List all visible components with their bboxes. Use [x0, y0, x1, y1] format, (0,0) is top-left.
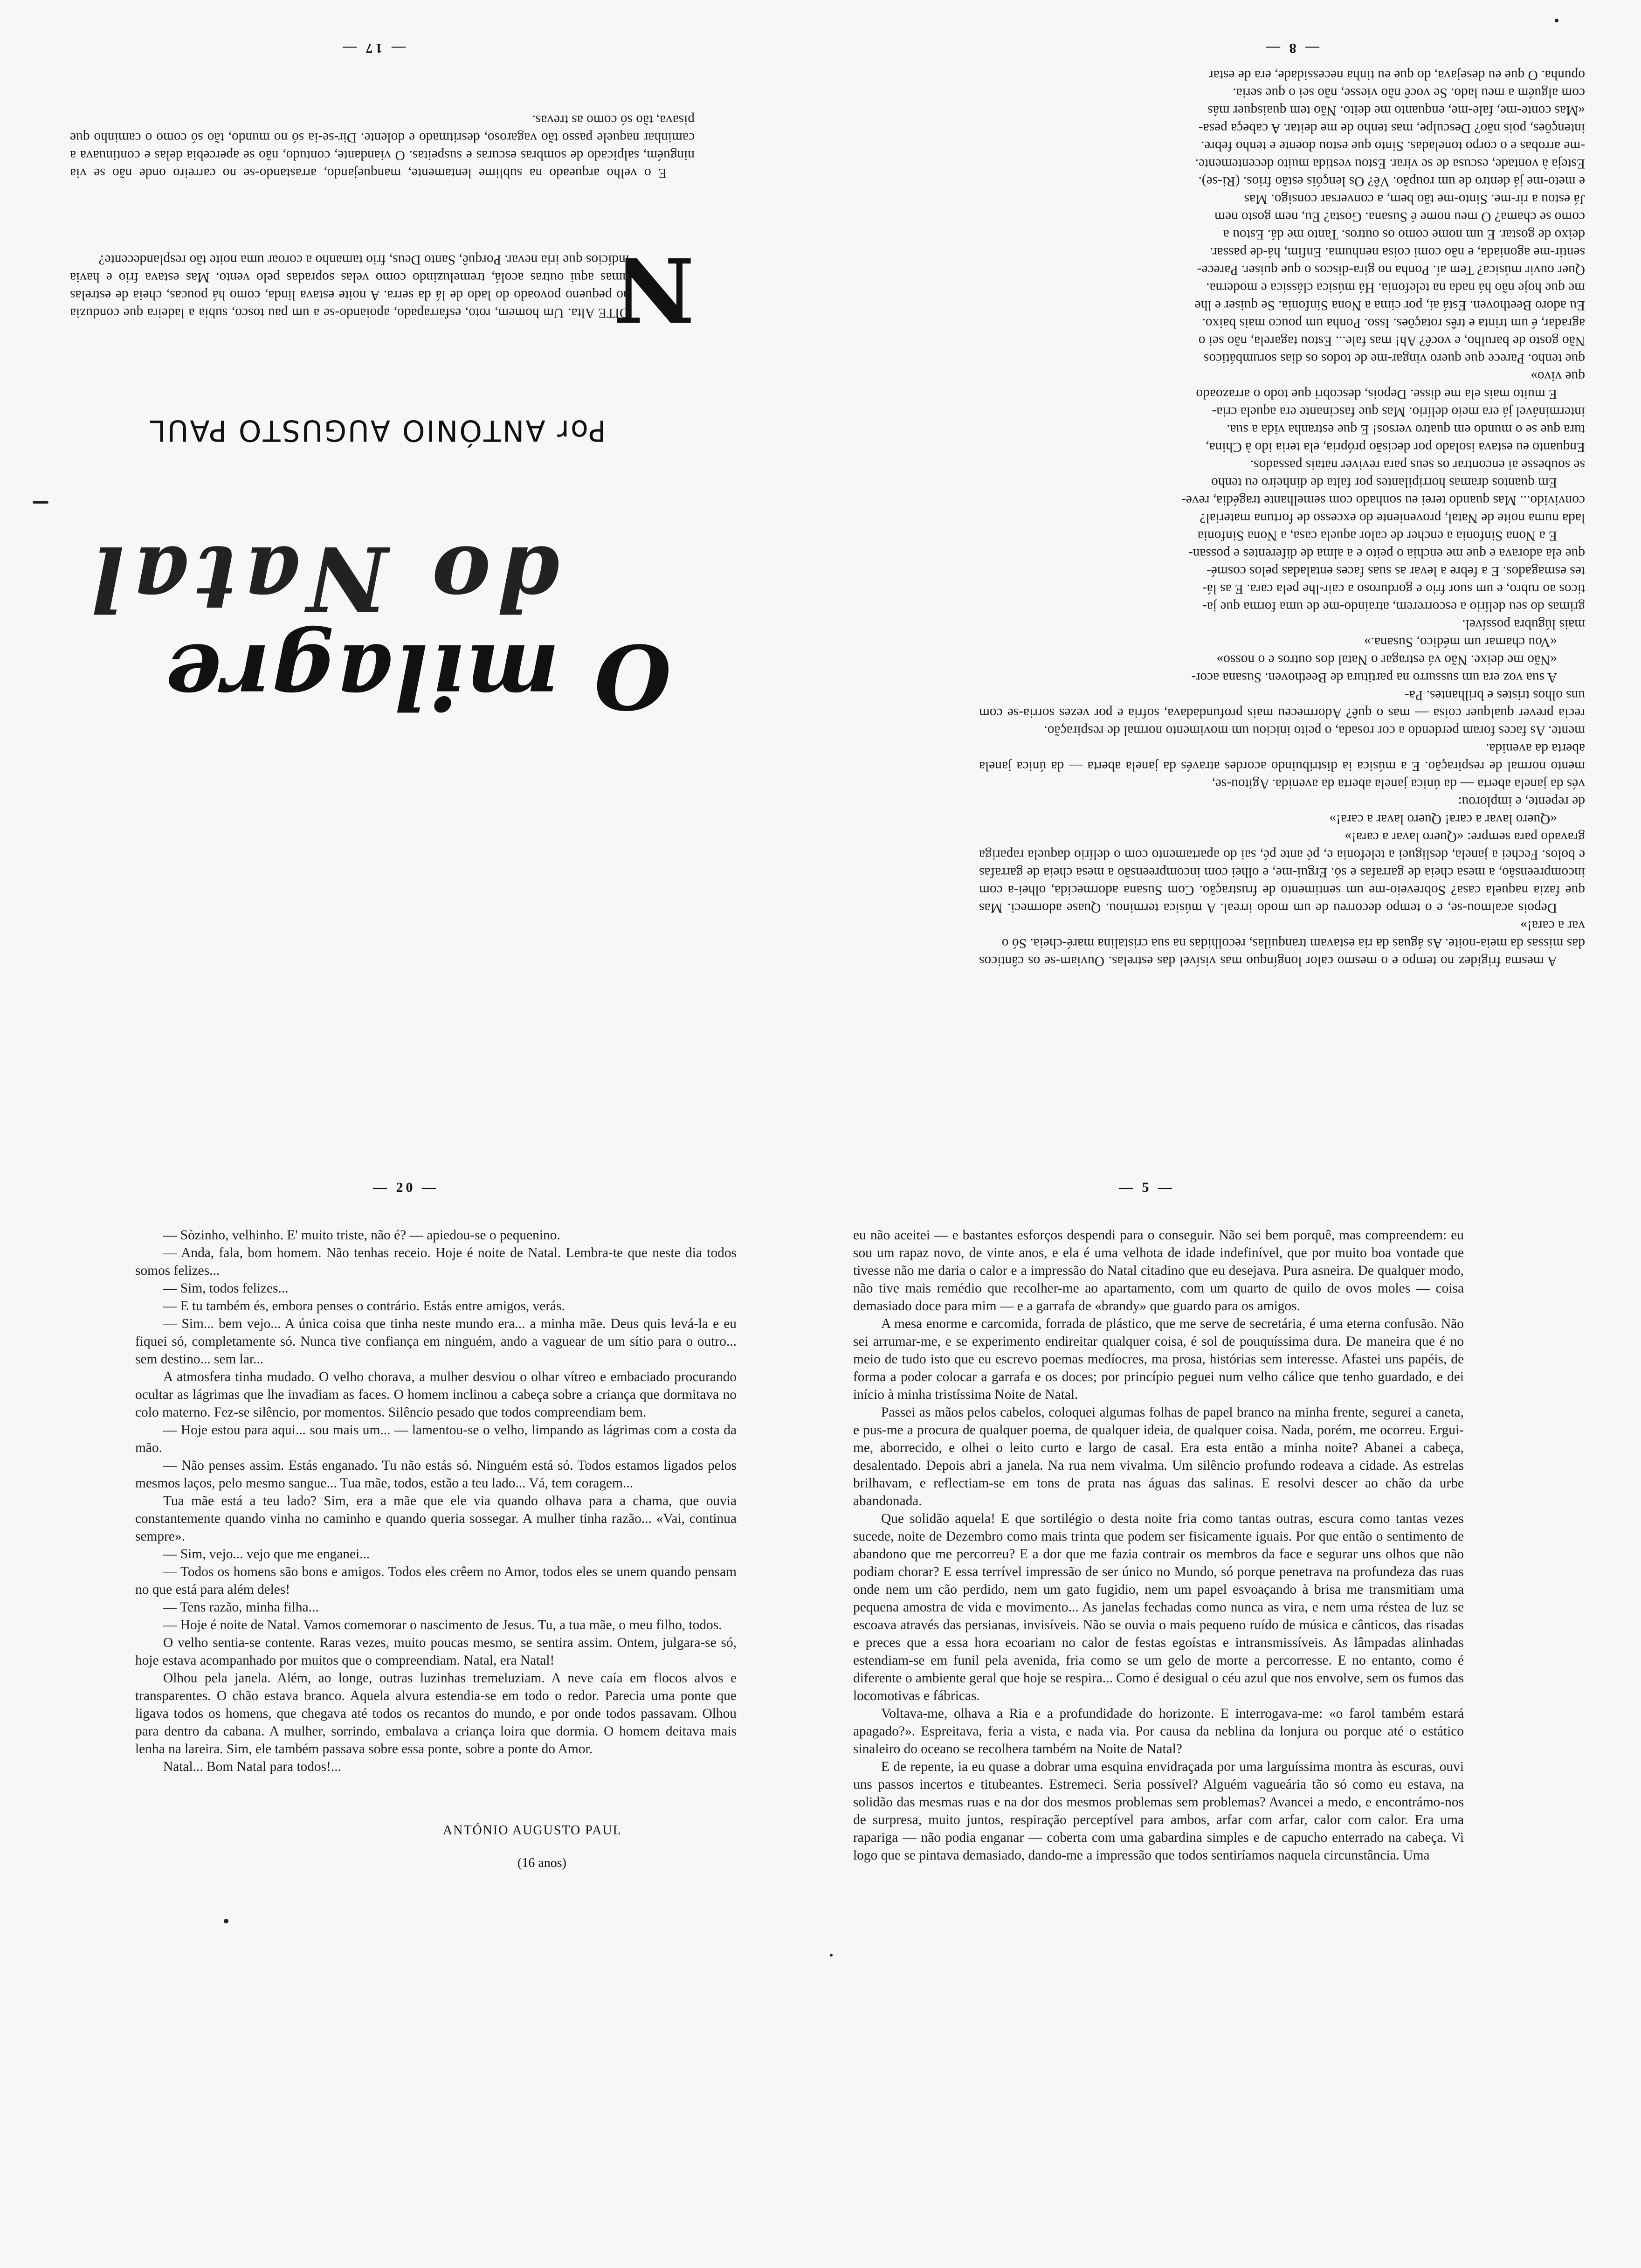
paragraph: que ela adorava e que me enchia o peito e a alma de diferentes e possan- [1188, 546, 1585, 561]
paragraph: Que solidão aquela! E que sortilégio o desta noite fria como tantas outras, escura como tantas vezes sucede, noite de Dezembro como mais trinta que podem ser fisicamente iguais. Por que então o sentimento de abandono que me percorreu? E a dor que me fazia contrair os membros da face e segurar uns olhos que não podiam chorar? E essa terrível impressão de ser único no Mundo, só porque penetrava na profundeza das ruas onde nem um cão perdido, nem um gato fugidio, nem um papel esvoaçando à brisa me transmitiam uma pequena amostra de vida e movimento... As janelas fechadas como nunca as vira, e nem uma réstea de luz se escoava através das persianas, invisíveis. Não se ouvia o mais pequeno ruído de música e cânticos, das risadas e preces que a essa hora ecoariam no calor de festas egoístas e intransmissíveis. As lâmpadas alinhadas estendiam-se em funil pela avenida, fria como se um gelo de morte a percorresse. E no entanto, como é diferente o ambiente geral que hoje se respira... Como é desigual o céu azul que nos envolve, sem os fumos das locomotivas e fábricas. [853, 1511, 1464, 1703]
paragraph: — Não penses assim. Estás enganado. Tu não estás só. Ninguém está só. Todos estamos ligados pelos mesmos laços, pelo mesmo sangue... Tua mãe, todos, estão a teu lado... Vá, tem coragem... [135, 1458, 737, 1491]
paragraph: mais lúgubra possível. [1462, 617, 1585, 632]
paragraph: — Tens razão, minha filha... [163, 1600, 319, 1615]
page-number: — 5 — [1119, 1180, 1175, 1195]
paragraph: mento normal de respiração. E a música ia distribuindo acordes através da janela aberta — da única janela aberta da avenida. [979, 741, 1585, 774]
paragraph: que tenho. Parece que quero vingar-me de todos os dias sorumbáticos [1203, 351, 1585, 366]
paragraph: intenções, pois não? Desculpe, mas tenho de me deitar. A cabeça pesa- [1198, 121, 1585, 136]
paragraph: Voltava-me, olhava a Ria e a profundidade do horizonte. E interrogava-me: «o farol também estará apagado?». Espreitava, feria a vista, e nada via. Por causa da neblina da lonjura ou porque até o estático sinaleiro do oceano se recolhera também na Noite de Natal? [853, 1706, 1464, 1756]
paragraph: A sua voz era um sussurro na partitura de Beethoven. Susana acor- [1191, 670, 1557, 685]
page-17 [0, 0, 848, 1026]
paragraph: — Sim, todos felizes... [163, 1281, 289, 1296]
paragraph: grimas do seu delírio a escorrerem, atraindo-me de uma forma que ja- [1202, 599, 1585, 614]
paragraph: OITE Alta. Um homem, roto, esfarrapado, apoiando-se a um pau tosco, subia a ladeira que conduzia ao pequeno povoado do lado de lá da serra. A noite estava linda, como há poucas, cheia de estrelas umas aqui outras acolá, tremeluzindo como velas sopradas pelo vento. Mas estava frio e havia indícios que iria nevar. Porquê, Santo Deus, frio tamanho a coroar uma noite tão resplandecente? [70, 252, 629, 320]
paragraph: «Vou chamar um médico, Susana.» [1364, 635, 1557, 650]
article-intro-continued [70, 111, 695, 182]
paragraph: ticos ao rubro, e um suor frio e gorduroso a cair-lhe pela cara. E as lá- [1202, 581, 1585, 596]
paragraph: Olhou pela janela. Além, ao longe, outras luzinhas tremeluziam. A neve caía em flocos alvos e transparentes. O chão estava branco. Aquela alvura estendia-se em todo o redor. Parecia uma ponte que ligava todos os homens, que chegava até todos os recantos do mundo, e por onde todos passavam. Olhou para dentro da cabana. A mulher, sorrindo, embalava a criança loira que dormia. O homem deitava mais lenha na lareira. Sim, ele também passava sobre essa ponte, sobre a ponte do Amor. [135, 1671, 737, 1756]
paragraph: Eu adoro Beethoven. Está ai, por cima a Nona Sinfonia. Se quiser e lhe [1194, 298, 1585, 313]
paragraph: — Sòzinho, velhinho. E' muito triste, não é? — apiedou-se o pequenino. [163, 1228, 560, 1243]
article-title-line-2: do Natal [85, 526, 559, 630]
page-5 [848, 1166, 1641, 2268]
paragraph: com alguém a meu lado. Se você não viesse, não sei o que seria. [1233, 85, 1585, 100]
article-byline: Por ANTÓNIO AUGUSTO PAUL [148, 414, 606, 448]
paragraph: vés da janela aberta — da única janela aberta da avenida. Agitou-se, [1212, 776, 1585, 791]
article-dropcap: N [614, 237, 695, 341]
paragraph: «Quero lavar a cara! Quero lavar a cara!» [1329, 812, 1557, 827]
author-signature: ANTÓNIO AUGUSTO PAUL [443, 1823, 622, 1838]
paragraph: deixo de gostar. E um nome como os outros. Tanto me dá. Estou a [1223, 227, 1585, 242]
paragraph: lada numa noite de Natal, proveniente do excesso de fortuna material? [1200, 511, 1585, 526]
paragraph: Depois acalmou-se, e o tempo decorreu de um modo irreal. A música terminou. Quase adormeci. Mas que fazia naquela casa? Sobreveio-me um sentimento de frustração. Com Susana adormecida, olhei-a com incompreensão, a mesa cheia de garrafas e só. Ergui-me, e olhei com incompreensão a mesa cheia de garrafas e bolos. Fechei a janela, desliguei a telefonia e, pé ante pé, sai do apartamento com o delírio daquela rapariga gravado para sempre: «Quero lavar a cara!» [979, 830, 1585, 915]
scan-speck [830, 1954, 833, 1957]
paragraph: — Hoje é noite de Natal. Vamos comemorar o nascimento de Jesus. Tu, a tua mãe, o meu filho, todos. [163, 1618, 722, 1632]
paragraph: Quer ouvir música? Tem aí. Ponha no gira-discos o que quiser. Parece- [1197, 263, 1585, 277]
page-5-text [853, 1226, 1464, 1864]
paragraph: — Todos os homens são bons e amigos. Todos eles crêem no Amor, todos eles se unem quando pensam no que está para além deles! [135, 1564, 737, 1597]
paragraph: agradar, é um trinta e três rotações. Isso. Ponha um pouco mais baixo. [1202, 316, 1585, 331]
paragraph: O velho sentia-se contente. Raras vezes, muito poucas mesmo, se sentira assim. Ontem, julgara-se só, hoje estava acompanhado por muitos que o compreendiam. Natal, era Natal! [135, 1635, 737, 1668]
paragraph: — Anda, fala, bom homem. Não tenhas receio. Hoje é noite de Natal. Lembra-te que neste dia todos somos felizes... [135, 1245, 737, 1278]
paragraph: E de repente, ia eu quase a dobrar uma esquina envidraçada por uma larguíssima montra às escuras, ouvi uns passos incertos e titubeantes. Estremeci. Seria possível? Alguém vagueária tão só como eu estava, na solidão das mesmas ruas e na dor dos mesmos problemas sem problemas? Avancei a medo, e encontrámo-nos de surpresa, muito juntos, respiração perceptível para ambos, arfar com arfar, calor com calor. Era uma rapariga — não podia enganar — coberta com uma gabardina simples e de capucho enterrado na cabeça. Vi logo que se pintava demasiado, dando-me a impressão que todos sentiríamos naquela circunstância. Uma [853, 1759, 1464, 1863]
paragraph: mente. As faces foram perdendo a cor rosada, o peito iniciou um movimento normal de respiração. [1044, 723, 1585, 738]
scan-speck [224, 1919, 228, 1923]
paragraph: me que hoje não há nada na telefonia. Há música clássica e moderna. [1206, 280, 1585, 295]
paragraph: A atmosfera tinha mudado. O velho chorava, a mulher desviou o olhar vítreo e embaciado procurando ocultar as lágrimas que lhe invadiam as faces. O homem inclinou a cabeça sobre a criança que dormitava no colo materno. Fez-se silêncio, por momentos. Silêncio pesado que todos compreendiam bem. [135, 1369, 737, 1420]
paragraph: que vivo» [1531, 369, 1585, 384]
paragraph: Tua mãe está a teu lado? Sim, era a mãe que ele via quando olhava para a chama, que ouvia constantemente quando vinha no caminho e quando queria sossegar. A mulher tinha razão... «Vai, continua sempre». [135, 1494, 737, 1544]
paragraph: convivido... Mas quando terei eu sonhado com semelhante tragédia, reve- [1181, 493, 1585, 508]
paragraph: — Sim... bem vejo... A única coisa que tinha neste mundo era... a minha mãe. Deus quis levá-la e eu fiquei só, completamente só. Nunca tive confiança em ninguém, ando a vaguear de um sítio para o outro... sem destino... sem lar... [135, 1316, 737, 1367]
paragraph: — E tu também és, embora penses o contrário. Estás entre amigos, verás. [163, 1299, 565, 1314]
paragraph: E muito mais ela me disse. Depois, descobri que todo o arrazoado [1196, 387, 1557, 401]
scan-speck [1555, 19, 1558, 22]
paragraph: tes esmagados. E a febre a levar as suas faces entaladas pelos cosmé- [1207, 564, 1585, 579]
paragraph: var a cara!» [1520, 918, 1585, 933]
page-number: — 8 — [1263, 41, 1319, 56]
author-age: (16 anos) [517, 1856, 566, 1870]
paragraph: Já estou a rir-me. Sinto-me tão bem, a conversar consigo. Mas [1244, 192, 1585, 207]
paragraph: Esteja à vontade, escusa de se virar. Estou vestida muito decentemente. [1195, 156, 1585, 171]
paragraph: Passei as mãos pelos cabelos, coloquei algumas folhas de papel branco na minha frente, segurei a caneta, e pus-me a procura de qualquer poema, de qualquer ideia, de qualquer coisa. Nada, porém, me ocorreu. Ergui-me, aborrecido, e olhei o leito curto e largo de casal. Era esta então a minha noite? Abanei a cabeça, desalentado. Depois abri a janela. Na rua nem vivalma. Um silêncio profundo rodeava a cidade. As estrelas brilhavam, e reflectiam-se em tons de prata nas águas das salinas. E resolvi descer ao chão da urbe abandonada. [853, 1405, 1464, 1508]
scan-speck [33, 501, 48, 504]
paragraph: Natal... Bom Natal para todos!... [163, 1759, 341, 1774]
paragraph: — Hoje estou para aqui... sou mais um... — lamentou-se o velho, limpando as lágrimas com a costa da mão. [135, 1423, 737, 1455]
paragraph: «Mas conte-me, fale-me, enquanto me deito. Não tem quaisquer más [1207, 103, 1585, 118]
paragraph: de repente, e implorou: [1458, 794, 1585, 809]
paragraph: E o velho arqueado na sublime lentamente, manquejando, arrastando-se no carreiro onde não se via ninguém, salpicado de sombras escuras e suspeitas. O viandante, contudo, não se apercebia delas e continuava a caminhar naquele passo tão vagaroso, desritmado e dolente. Dir-se-ia só no mundo, tão só como o caminho que pisava, tão só como as trevas. [70, 112, 695, 180]
page-20-text [135, 1226, 737, 1776]
paragraph: «Não me deixe. Não vá estragar o Natal dos outros e o nosso» [1216, 652, 1557, 667]
paragraph: A mesma frigidez no tempo e o mesmo calor longínquo mas visível das estrelas. Ouviam-se os cânticos das missas da meia-noite. As águas da ria estavam tranquilas, recolhidas na sua cristalina maré-cheia. Só o [979, 936, 1585, 968]
article-title-line-1: O milagre [163, 624, 671, 728]
paragraph: sentir-me agoniada, e não comi coisa nenhuma. Enfim, há-de passar. [1210, 245, 1585, 260]
page-8 [848, 0, 1641, 1026]
paragraph: Enquanto eu estava isolado por decisão própria, ela teria ido à China, [1206, 440, 1585, 455]
paragraph: -me arrobas e o corpo toneladas. Sinto que estou doente e tenho febre. [1200, 138, 1585, 153]
page-number: — 20 — [373, 1180, 439, 1195]
paragraph: tura que se o mundo em quatro versos! E que estranha vida a sua. [1227, 422, 1585, 437]
page-8-text [979, 66, 1585, 970]
paragraph: se soubesse ai encontrar os seus para reviver natais passados. [1250, 457, 1585, 472]
paragraph: opunha. O que eu desejava, do que eu tinha necessidade, era de estar [1208, 68, 1585, 83]
paragraph: interminável já era meio delírio. Mas que fascinante era aquela cria- [1212, 404, 1585, 419]
paragraph: recia prever qualquer coisa — mas o quê? Adormeceu mais profundadava, sofria e por vezes sorria-se com uns olhos tristes e brilhantes. Pa- [979, 688, 1585, 720]
paragraph: como se chama? O meu nome é Susana. Gosta? Eu, nem gosto nem [1214, 209, 1585, 224]
article-intro [70, 251, 629, 322]
paragraph: Não gosto de barulho, e você? Ah! mas fale... Estou tagarela, não sei o [1198, 333, 1585, 348]
paragraph: Em quantos dramas horripilantes por falta de dinheiro eu tenho [1211, 475, 1557, 490]
paragraph: A mesa enorme e carcomida, forrada de plástico, que me serve de secretária, é uma eterna confusão. Não sei arrumar-me, e se experimento endireitar qualquer coisa, é sol de pouquíssima dura. De maneira que é no meio de tudo isto que eu escrevo poemas medíocres, ma prosa, histórias sem interesse. Afastei uns papéis, de forma a poder colocar a garrafa e os doces; por princípio peguei num velho cálice que tenho guardado, e dei início à minha tristíssima Noite de Natal. [853, 1316, 1464, 1402]
paragraph: e meto-me já dentro de um roupão. Vê? Os lençóis estão frios. (Ri-se). [1198, 174, 1585, 189]
paragraph: eu não aceitei — e bastantes esforços despendi para o conseguir. Não sei bem porquê, mas compreendem: eu sou um rapaz novo, de vinte anos, e ela é uma velhota de idade indefinível, que por muito boa vontade que tivesse não me daria o calor e a impressão do Natal citadino que eu desejava. Pura asneira. De qualquer modo, não tive mais remédio que recolher-me ao apartamento, com um quarto de quilo de ovos moles — coisa demasiado doce para mim — e a garrafa de «brandy» que guardo para os amigos. [853, 1228, 1464, 1314]
paragraph: — Sim, vejo... vejo que me enganei... [163, 1547, 370, 1562]
page-number: — 17 — [340, 41, 406, 56]
paragraph: E a Nona Sinfonia a encher de calor aquela casa, a Nona Sinfonia [1197, 528, 1557, 543]
page-20 [0, 1166, 848, 2268]
